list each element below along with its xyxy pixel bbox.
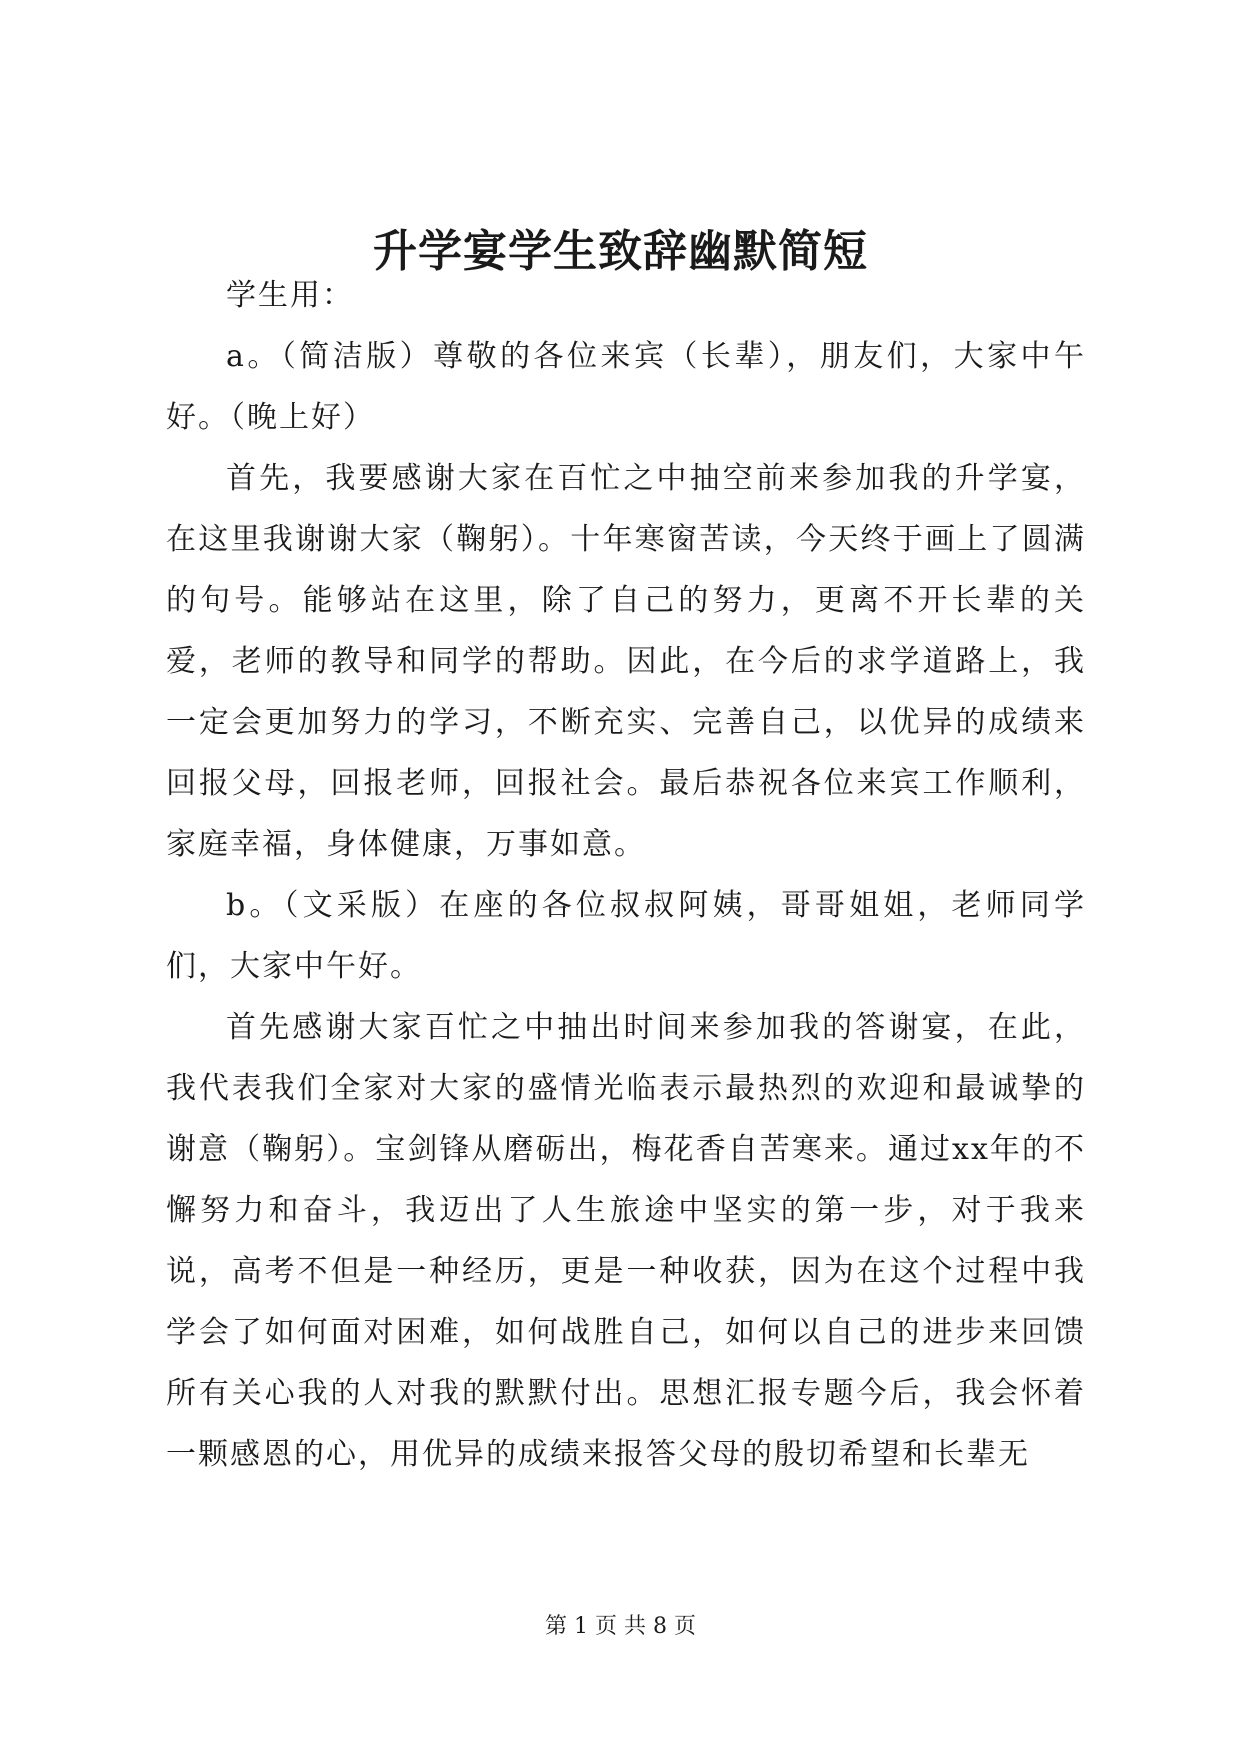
paragraph-intro: 学生用： — [226, 278, 354, 313]
document-title: 升学宴学生致辞幽默简短 — [373, 226, 868, 277]
paragraph-version-a-body: 首先，我要感谢大家在百忙之中抽空前来参加我的升学宴，在这里我谢谢大家（鞠躬）。十年寒窗苦读，今天终于画上了圆满的句号。能够站在这里，除了自己的努力，更离不开长辈的关爱，老师的教导和同学的帮助。因此，在今后的求学道路上，我一定会更加努力的学习，不断充实、完善自己，以优异的成绩来回报父母，回报老师，回报社会。最后恭祝各位来宾工作顺利，家庭幸福，身体健康，万事如意。 — [166, 461, 1086, 862]
paragraph-version-a-greeting: a。（简洁版）尊敬的各位来宾（长辈），朋友们，大家中午好。（晚上好） — [166, 339, 1086, 435]
paragraph-version-b-greeting: b。（文采版）在座的各位叔叔阿姨，哥哥姐姐，老师同学们，大家中午好。 — [166, 888, 1086, 984]
page-number-footer: 第 1 页 共 8 页 — [545, 1614, 696, 1639]
paragraph-version-b-body: 首先感谢大家百忙之中抽出时间来参加我的答谢宴，在此，我代表我们全家对大家的盛情光临表示最热烈的欢迎和最诚挚的谢意（鞠躬）。宝剑锋从磨砺出，梅花香自苦寒来。通过xx年的不懈努力和奋斗，我迈出了人生旅途中坚实的第一步，对于我来说，高考不但是一种经历，更是一种收获，因为在这个过程中我学会了如何面对困难，如何战胜自己，如何以自己的进步来回馈所有关心我的人对我的默默付出。思想汇报专题今后，我会怀着一颗感恩的心，用优异的成绩来报答父母的殷切希望和长辈无 — [166, 1010, 1086, 1472]
document-body — [166, 265, 1086, 1485]
